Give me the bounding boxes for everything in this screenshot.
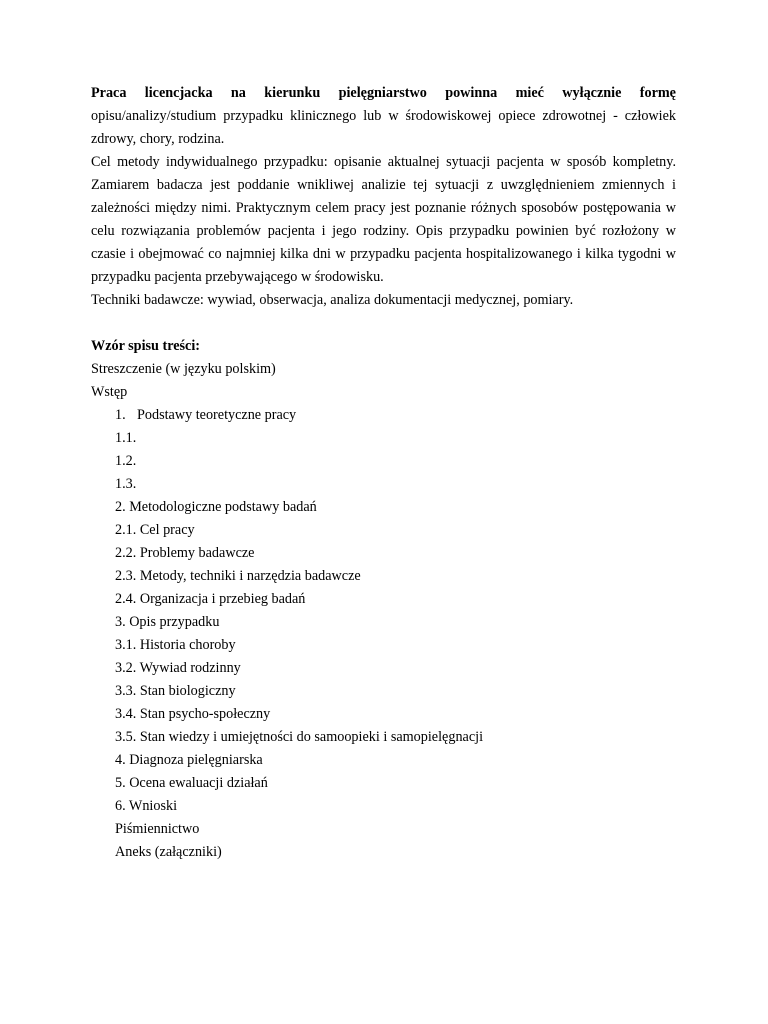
- spacer: [91, 312, 676, 335]
- toc-chapter-1-number: 1.: [115, 407, 126, 423]
- toc-introduction: Wstęp: [91, 384, 128, 400]
- toc-item: 5. Ocena ewaluacji działań: [115, 775, 268, 791]
- toc-item: 1.1.: [115, 430, 137, 446]
- intro-title-line: [91, 82, 676, 105]
- toc-item: 3.2. Wywiad rodzinny: [115, 660, 241, 676]
- intro-title-word: pielęgniarstwo: [338, 85, 427, 101]
- toc-item: Aneks (załączniki): [115, 844, 222, 860]
- techniques-paragraph: Techniki badawcze: wywiad, obserwacja, analiza dokumentacji medycznej, pomiary.: [91, 292, 574, 308]
- toc-item: 2.4. Organizacja i przebieg badań: [115, 591, 306, 607]
- intro-title-word: wyłącznie: [562, 85, 622, 101]
- intro-title-word: na: [230, 85, 246, 101]
- toc-item: 3.3. Stan biologiczny: [115, 683, 236, 699]
- toc-item: 1.2.: [115, 453, 137, 469]
- toc-item: 2.1. Cel pracy: [115, 522, 195, 538]
- toc-item: 4. Diagnoza pielęgniarska: [115, 752, 263, 768]
- document-content: [91, 82, 676, 864]
- toc-item: 2.2. Problemy badawcze: [115, 545, 255, 561]
- intro-title-word: powinna: [445, 85, 498, 101]
- toc-item: Piśmiennictwo: [115, 821, 200, 837]
- method-paragraph: Cel metody indywidualnego przypadku: opisanie aktualnej sytuacji pacjenta w sposób kompletny. Zamiarem badacza jest poddanie wnikliwej analizie tej sytuacji z uwzględnieniem zmiennych i zależności między nimi. Praktycznym celem pracy jest poznanie różnych sposobów postępowania w celu rozwiązania problemów pacjenta i jego rodziny. Opis przypadku powinien być rozłożony w czasie i obejmować co najmniej kilka dni w przypadku pacjenta hospitalizowanego i kilka tygodni w przypadku pacjenta przebywającego w środowisku.: [91, 154, 676, 285]
- toc-item: 3. Opis przypadku: [115, 614, 220, 630]
- toc-item: 3.5. Stan wiedzy i umiejętności do samoopieki i samopielęgnacji: [115, 729, 484, 745]
- toc-item: 2.3. Metody, techniki i narzędzia badawcze: [115, 568, 361, 584]
- intro-title-word: licencjacka: [144, 85, 213, 101]
- intro-title-word: formę: [639, 85, 676, 101]
- toc-chapter-1: [91, 404, 676, 427]
- toc-item: 3.4. Stan psycho-społeczny: [115, 706, 271, 722]
- intro-title-rest: opisu/analizy/studium przypadku klinicznego lub w środowiskowej opiece zdrowotnej - człowiek zdrowy, chory, rodzina.: [91, 108, 676, 147]
- toc-summary: Streszczenie (w języku polskim): [91, 361, 276, 377]
- intro-title-word: mieć: [515, 85, 544, 101]
- toc-chapter-1-title: Podstawy teoretyczne pracy: [137, 407, 297, 423]
- toc-item: 3.1. Historia choroby: [115, 637, 236, 653]
- intro-title-word: kierunku: [264, 85, 321, 101]
- toc-item: 2. Metodologiczne podstawy badań: [115, 499, 317, 515]
- toc-item: 6. Wnioski: [115, 798, 178, 814]
- toc-heading: Wzór spisu treści:: [91, 338, 201, 354]
- toc-item: 1.3.: [115, 476, 137, 492]
- intro-title-word: Praca: [91, 85, 127, 101]
